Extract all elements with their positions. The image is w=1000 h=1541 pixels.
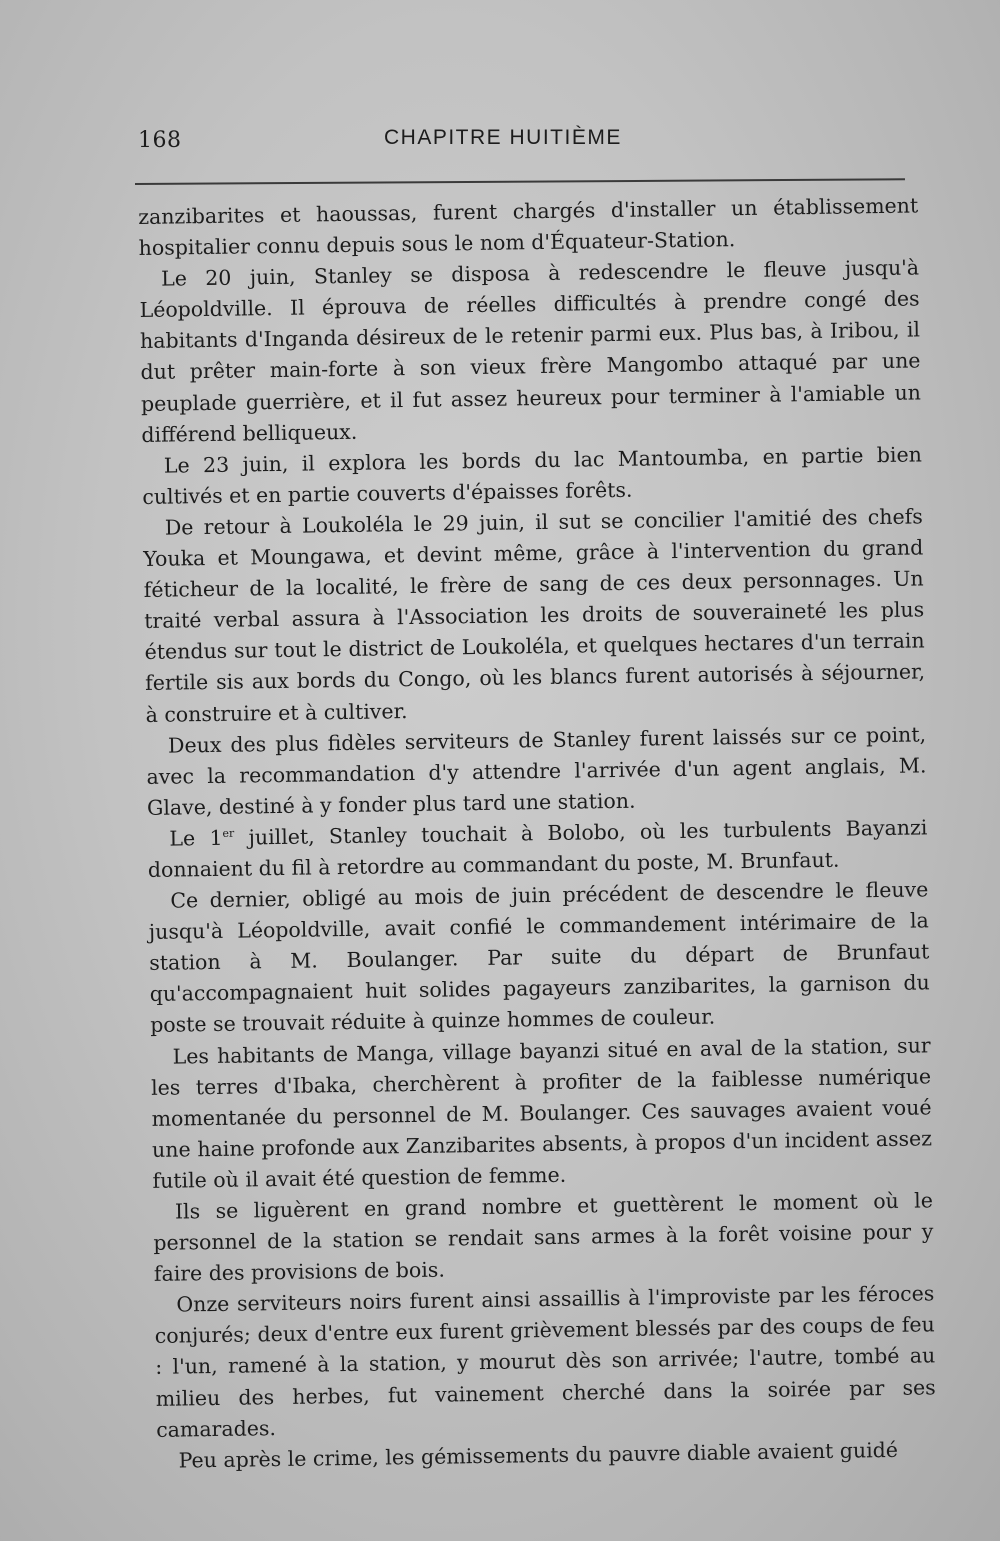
paragraph-text: juillet, Stanley touchait à Bolobo, où les turbulents Bayanzi donnaient du fil à retordre au commandant du poste, M. Brunfaut. [147, 815, 928, 882]
paragraph: Ils se liguèrent en grand nombre et guettèrent le moment où le personnel de la station se rendait sans armes à la forêt voisine pour y faire des provisions de bois. [153, 1188, 934, 1287]
body-text [138, 190, 937, 1476]
superscript: er [222, 826, 235, 840]
running-head: CHAPITRE HUITIÈME [384, 126, 622, 149]
paragraph: Le 23 juin, il explora les bords du lac Mantoumba, en partie bien cultivés et en partie couverts d'épaisses forêts. [142, 442, 923, 509]
paragraph: Deux des plus fidèles serviteurs de Stanley furent laissés sur ce point, avec la recommandation d'y attendre l'arrivée d'un agent anglais, M. Glave, destiné à y fonder plus tard une station. [146, 721, 927, 820]
paragraph: Les habitants de Manga, village bayanzi situé en aval de la station, sur les terres d'Ibaka, cherchèrent à profiter de la faiblesse numérique momentanée du personnel de M. Boulanger. Ces sauvages avaient voué une haine profonde aux Zanzibarites absents, à propos d'un incident assez futile où il avait été question de femme. [150, 1032, 933, 1193]
paragraph: De retour à Loukoléla le 29 juin, il sut se concilier l'amitié des chefs Youka et Moungawa, et devint même, grâce à l'intervention du grand féticheur de la localité, le frère de sang de ces deux personnages. Un traité verbal assura à l'Association les droits de souveraineté les plus étendus sur tout le district de Loukoléla, et quelques hectares d'un terrain fertile sis aux bords du Congo, où les blancs furent autorisés à séjourner, à construire et à cultiver. [143, 504, 926, 727]
header-rule [135, 178, 905, 185]
page-number: 168 [138, 128, 182, 153]
paragraph-text: Le 1 [169, 825, 223, 851]
paragraph: Onze serviteurs noirs furent ainsi assaillis à l'improviste par les féroces conjurés; deux d'entre eux furent grièvement blessés par des coups de feu : l'un, ramené à la station, y mourut dès son arrivée; l'autre, tombé au milieu des herbes, fut vainement cherché dans la soirée par ses camarades. [154, 1281, 936, 1442]
paragraph: Peu après le crime, les gémissements du pauvre diable avaient guidé [178, 1437, 899, 1473]
paragraph: Le 20 juin, Stanley se disposa à redescendre le fleuve jusqu'à Léopoldville. Il éprouva de réelles difficultés à prendre congé des habitants d'Inganda désireux de le retenir parmi eux. Plus bas, à Iribou, il dut prêter main-forte à son vieux frère Mangombo attaqué par une peuplade guerrière, et il fut assez heureux pour terminer à l'amiable un différend belliqueux. [139, 255, 922, 447]
paragraph: Ce dernier, obligé au mois de juin précédent de descendre le fleuve jusqu'à Léopoldville, avait confié le commandement intérimaire de la station à M. Boulanger. Par suite du départ de Brunfaut qu'accompagnaient huit solides pagayeurs zanzibarites, la garnison du poste se trouvait réduite à quinze hommes de couleur. [148, 877, 930, 1038]
paragraph: zanzibarites et haoussas, furent chargés d'installer un établissement hospitalier connu depuis sous le nom d'Équateur-Station. [138, 193, 919, 261]
paragraph [147, 812, 928, 886]
